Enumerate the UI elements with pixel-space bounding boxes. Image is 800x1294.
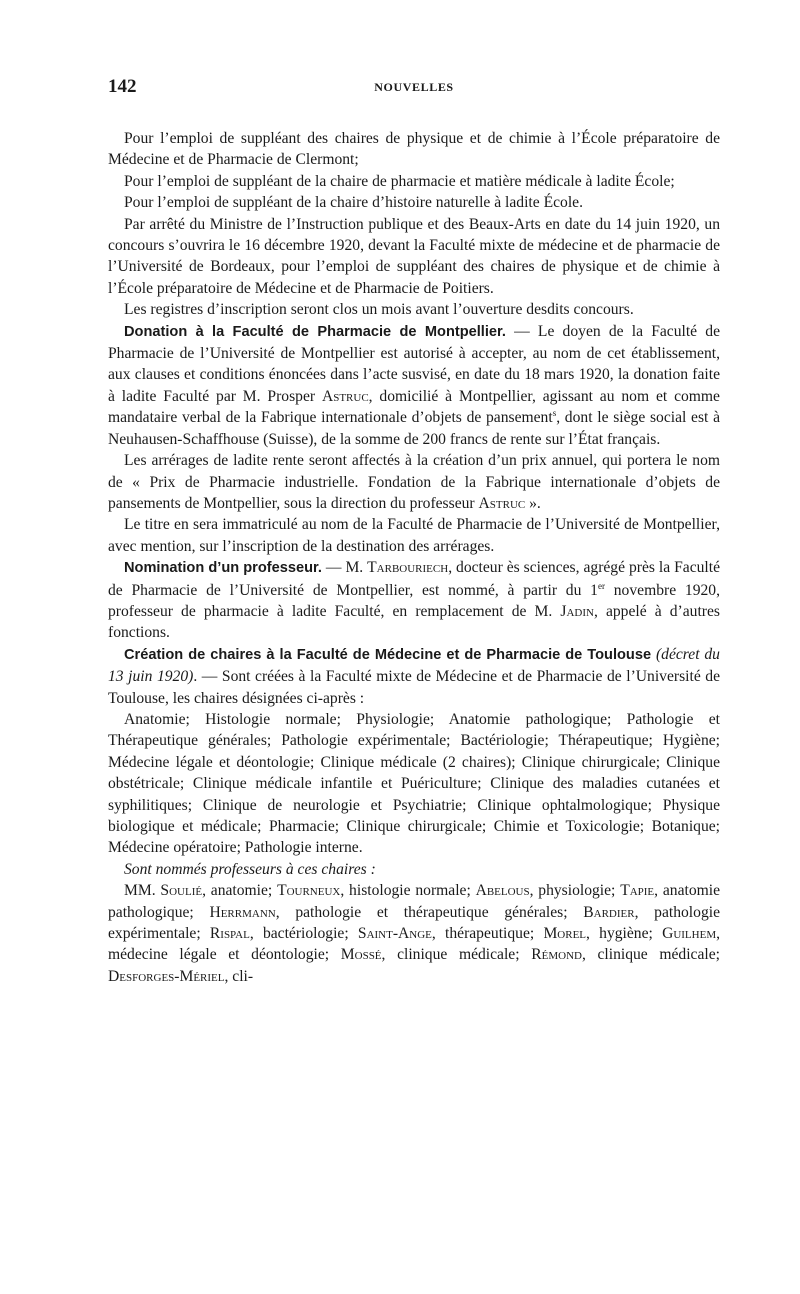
page-body [108,128,720,987]
person-name: Mossé [340,946,382,964]
section-title-donation: Donation à la Faculté de Pharmacie de Montpellier. [124,323,506,340]
person-name: Tarbouriech [367,559,449,577]
professors-list [108,880,720,987]
nomination-paragraph [108,557,720,644]
paragraph: Pour l’emploi de suppléant de la chaire d’histoire naturelle à ladite École. [124,194,583,212]
text-run: ». [525,494,541,512]
text-run: , physiologie; [529,882,621,900]
person-name: Desforges-Mériel [108,967,225,985]
text-run: , dont le siège social est à Neuhausen-Schaffhouse (Suisse), de la somme de 200 francs de rente sur l’État français. [108,409,720,448]
text-run: , domicilié à Montpellier, agissant au nom et comme mandataire verbal de la Fabrique internationale d’objets de pansement [108,387,720,427]
text-run: Les arrérages de ladite rente seront affectés à la création d’un prix annuel, qui portera le nom de « Prix de Pharmacie industrielle. Fondation de la Fabrique internationale d’objets de pansements de Montpellier, sous la direction du professeur [108,452,720,512]
text-run: , docteur ès sciences, agrégé près la Faculté de Pharmacie de l’Université de Montpellier, est nommé, à partir du 1 [108,559,721,599]
text-run: MM. [124,882,161,900]
text-run: , pathologie et thérapeutique générales; [275,903,584,921]
section-title-nomination: Nomination d’un professeur. [124,560,322,577]
person-name: Morel [543,925,587,943]
paragraph: Par arrêté du Ministre de l’Instruction publique et des Beaux-Arts en date du 14 juin 1920, un concours s’ouvrira le 16 décembre 1920, devant la Faculté mixte de médecine et de pharmacie de l’Université de Bordeaux, pour l’emploi de suppléant des chaires de physique et de chimie à l’École préparatoire de Médecine et de Pharmacie de Poitiers. [108,215,720,297]
text-run: , appelé à d’autres fonctions. [108,602,720,642]
paragraph: Le titre en sera immatriculé au nom de la Faculté de Pharmacie de l’Université de Montpellier, avec mention, sur l’inscription de la destination des arrérages. [108,516,720,555]
person-name: Bardier [583,903,635,921]
person-name: Rémond [531,946,582,964]
person-name: Tourneux [277,882,341,900]
text-run: , anatomie pathologique; [108,882,721,921]
text-run: , thérapeutique; [431,925,544,943]
decree-reference: (décret du 13 juin 1920) [108,645,720,686]
donation-paragraph [108,321,720,450]
person-name: Herrmann [209,903,276,921]
text-run: , anatomie; [202,882,278,900]
paragraph: Pour l’emploi de suppléant de la chaire de pharmacie et matière médicale à ladite École; [124,172,675,190]
text-run: , clinique médicale; [381,946,532,964]
person-name: Rispal [209,925,250,943]
superscript: er [597,580,605,591]
person-name: Tapie [620,882,655,900]
text-run: , pathologie expérimentale; [108,903,720,943]
person-name: Abelous [475,882,530,900]
person-name: Astruc [321,387,369,405]
creation-paragraph [108,644,720,709]
person-name: Saint-Ange [357,925,432,943]
text-run: , cli- [224,967,254,985]
text-run: . — Sont créées à la Faculté mixte de Médecine et de Pharmacie de l’Université de Toulouse, les chaires désignées ci-après : [108,668,720,707]
person-name: Soulié [160,882,203,900]
text-run: — Le doyen de la Faculté de Pharmacie de l’Université de Montpellier est autorisé à accepter, au nom de cet établissement, aux clauses et conditions énoncées dans l’acte susvisé, en date du 18 mars 1920, la donation faite à ladite Faculté par M. Prosper [108,322,720,405]
text-run: , médecine légale et déontologie; [108,925,721,964]
chairs-list: Anatomie; Histologie normale; Physiologie; Anatomie pathologique; Pathologie et Thérapeutique générales; Pathologie expérimentale; Bactériologie; Thérapeutique; Hygiène; Médecine légale et déontologie; Clinique médicale (2 chaires); Clinique chirurgicale; Clinique obstétricale; Clinique médicale infantile et Puériculture; Clinique des maladies cutanées et syphilitiques; Clinique de neurologie et Psychiatrie; Clinique ophtalmologique; Physique biologique et médicale; Pharmacie; Clinique chirurgicale; Chimie et Toxicologie; Botanique; Médecine opératoire; Pathologie interne. [108,710,720,857]
running-head: NOUVELLES [374,80,454,94]
text-run: , histologie normale; [340,882,476,900]
paragraph [108,450,720,514]
person-name: Jadin [560,602,594,620]
paragraph: Sont nommés professeurs à ces chaires : [124,860,376,878]
text-run: , clinique médicale; [581,946,720,964]
text-run: , bactériologie; [249,925,358,943]
page-header [108,76,720,102]
person-name: Guilhem [662,925,717,943]
superscript: s [552,408,557,419]
section-title-creation: Création de chaires à la Faculté de Médecine et de Pharmacie de Toulouse [124,646,652,663]
paragraph: Les registres d’inscription seront clos un mois avant l’ouverture desdits concours. [124,301,634,319]
page-number: 142 [108,76,137,97]
text-run: — M. [321,559,368,577]
text-run: novembre 1920, professeur de pharmacie à ladite Faculté, en remplacement de M. [108,581,720,620]
paragraph: Pour l’emploi de suppléant des chaires de physique et de chimie à l’École préparatoire de Médecine et de Pharmacie de Clermont; [108,130,720,169]
person-name: Astruc [478,494,526,512]
text-run: , hygiène; [586,925,663,943]
